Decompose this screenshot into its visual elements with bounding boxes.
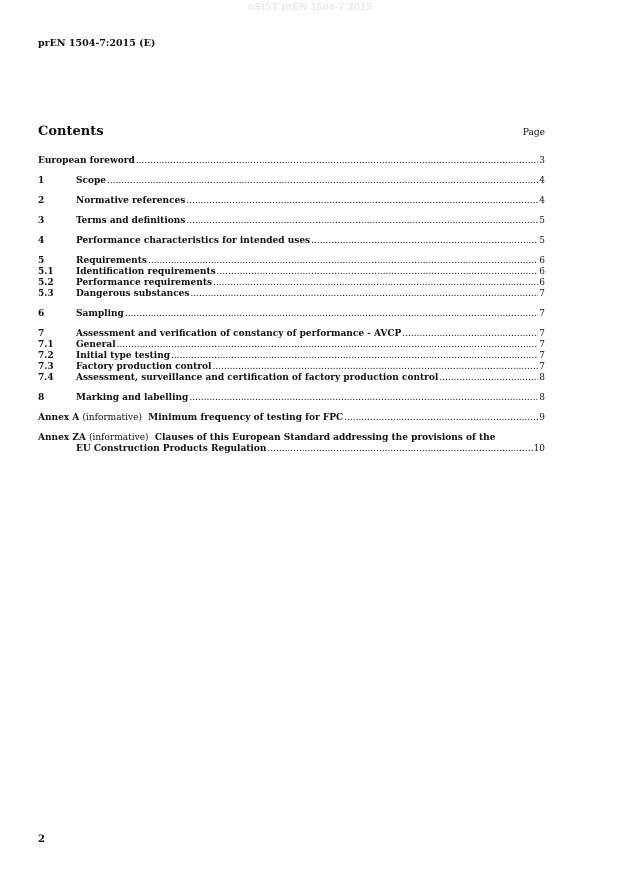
toc-entry-general[interactable] bbox=[38, 340, 545, 351]
toc-entry-page: 4 bbox=[539, 196, 545, 206]
toc-entry-requirements[interactable] bbox=[38, 256, 545, 267]
toc-entry-assessment-surveillance[interactable] bbox=[38, 373, 545, 384]
toc-annex-continuation bbox=[38, 444, 545, 455]
toc-entry-dangerous-substances[interactable] bbox=[38, 289, 545, 300]
toc-entry-title: Performance characteristics for intended uses bbox=[76, 236, 311, 246]
annex-informative-tag: (informative) bbox=[89, 433, 149, 443]
toc-entry-performance-requirements[interactable] bbox=[38, 278, 545, 289]
toc-entry-title: Normative references bbox=[76, 196, 186, 206]
toc-entry-factory-production-control[interactable] bbox=[38, 362, 545, 373]
toc-leader-dots bbox=[439, 373, 538, 384]
toc-entry-number: 8 bbox=[38, 393, 45, 403]
toc-leader-dots bbox=[311, 236, 538, 247]
toc-entry-title: Initial type testing bbox=[76, 351, 171, 361]
toc-entry-marking-labelling[interactable] bbox=[38, 393, 545, 404]
toc-entry-page: 6 bbox=[539, 256, 545, 266]
table-of-contents bbox=[38, 156, 545, 455]
toc-entry-title: General bbox=[76, 340, 116, 350]
toc-entry-page: 7 bbox=[539, 340, 545, 350]
toc-leader-dots bbox=[344, 413, 538, 424]
toc-entry-foreword[interactable] bbox=[38, 156, 545, 167]
toc-entry-number: 7 bbox=[38, 329, 45, 339]
page-number: 2 bbox=[38, 834, 45, 845]
toc-entry-number: 5.2 bbox=[38, 278, 54, 288]
toc-entry-title: Dangerous substances bbox=[76, 289, 190, 299]
toc-leader-dots bbox=[186, 216, 538, 227]
toc-entry-performance-characteristics[interactable] bbox=[38, 236, 545, 247]
toc-entry-page: 6 bbox=[539, 278, 545, 288]
toc-entry-page: 8 bbox=[539, 393, 545, 403]
toc-entry-page: 4 bbox=[539, 176, 545, 186]
toc-entry-page: 8 bbox=[539, 373, 545, 383]
toc-entry-terms-definitions[interactable] bbox=[38, 216, 545, 227]
toc-leader-dots bbox=[213, 278, 538, 289]
toc-entry-page: 6 bbox=[539, 267, 545, 277]
toc-entry-number: 7.1 bbox=[38, 340, 54, 350]
toc-entry-scope[interactable] bbox=[38, 176, 545, 187]
toc-entry-page: 7 bbox=[539, 329, 545, 339]
toc-entry-sampling[interactable] bbox=[38, 309, 545, 320]
toc-leader-dots bbox=[171, 351, 538, 362]
annex-informative-tag: (informative) bbox=[82, 413, 142, 423]
toc-entry-page: 9 bbox=[539, 413, 545, 423]
toc-entry-title: Terms and definitions bbox=[76, 216, 186, 226]
toc-annex-heading bbox=[38, 413, 343, 424]
toc-entry-number: 7.3 bbox=[38, 362, 54, 372]
toc-entry-title: Scope bbox=[76, 176, 107, 186]
toc-leader-dots bbox=[190, 289, 538, 300]
toc-leader-dots bbox=[189, 393, 538, 404]
toc-leader-dots bbox=[107, 176, 538, 187]
toc-entry-page: 10 bbox=[533, 444, 545, 454]
toc-leader-dots bbox=[217, 267, 539, 278]
toc-entry-page: 7 bbox=[539, 351, 545, 361]
toc-entry-number: 5.1 bbox=[38, 267, 54, 277]
annex-title-line1: Clauses of this European Standard addressing the provisions of the bbox=[154, 433, 496, 443]
toc-entry-number: 3 bbox=[38, 216, 45, 226]
toc-entry-annex-a[interactable] bbox=[38, 413, 545, 424]
toc-entry-annex-za[interactable] bbox=[38, 433, 545, 455]
toc-entry-title: Assessment, surveillance and certification of factory production control bbox=[76, 373, 439, 383]
toc-entry-number: 6 bbox=[38, 309, 45, 319]
toc-entry-number: 5 bbox=[38, 256, 45, 266]
toc-entry-title: Requirements bbox=[76, 256, 147, 266]
document-id: prEN 1504-7:2015 (E) bbox=[38, 38, 156, 49]
toc-entry-identification-requirements[interactable] bbox=[38, 267, 545, 278]
toc-leader-dots bbox=[186, 196, 538, 207]
toc-entry-initial-type-testing[interactable] bbox=[38, 351, 545, 362]
toc-entry-number: 2 bbox=[38, 196, 45, 206]
toc-entry-avcp[interactable] bbox=[38, 329, 545, 340]
toc-entry-normative-references[interactable] bbox=[38, 196, 545, 207]
toc-entry-number: 4 bbox=[38, 236, 45, 246]
toc-entry-number: 7.4 bbox=[38, 373, 54, 383]
annex-title: Minimum frequency of testing for FPC bbox=[148, 413, 344, 423]
toc-entry-page: 7 bbox=[539, 289, 545, 299]
toc-entry-number: 7.2 bbox=[38, 351, 54, 361]
toc-leader-dots bbox=[125, 309, 538, 320]
page-column-label: Page bbox=[522, 128, 545, 138]
toc-entry-page: 5 bbox=[539, 236, 545, 246]
toc-entry-title: Performance requirements bbox=[76, 278, 213, 288]
toc-entry-title: Assessment and verification of constancy of performance - AVCP bbox=[76, 329, 402, 339]
toc-leader-dots bbox=[148, 256, 538, 267]
toc-entry-title: Marking and labelling bbox=[76, 393, 189, 403]
toc-entry-title: European foreword bbox=[38, 156, 135, 166]
toc-annex-heading bbox=[38, 433, 545, 444]
watermark-text: oSIST prEN 1504-7:2015 bbox=[247, 1, 373, 13]
toc-entry-page: 5 bbox=[539, 216, 545, 226]
toc-entry-page: 3 bbox=[539, 156, 545, 166]
toc-leader-dots bbox=[402, 329, 538, 340]
toc-entry-title: Factory production control bbox=[76, 362, 212, 372]
toc-entry-page: 7 bbox=[539, 362, 545, 372]
toc-entry-title: Identification requirements bbox=[76, 267, 216, 277]
toc-leader-dots bbox=[212, 362, 538, 373]
annex-label: Annex A bbox=[38, 413, 80, 423]
annex-title-line2: EU Construction Products Regulation bbox=[76, 444, 267, 454]
contents-heading: Contents bbox=[38, 124, 104, 139]
toc-entry-title: Sampling bbox=[76, 309, 124, 319]
annex-label: Annex ZA bbox=[38, 433, 86, 443]
toc-entry-number: 1 bbox=[38, 176, 45, 186]
toc-entry-page: 7 bbox=[539, 309, 545, 319]
toc-leader-dots bbox=[136, 156, 538, 167]
toc-leader-dots bbox=[117, 340, 539, 351]
toc-entry-number: 5.3 bbox=[38, 289, 54, 299]
toc-leader-dots bbox=[267, 444, 532, 455]
